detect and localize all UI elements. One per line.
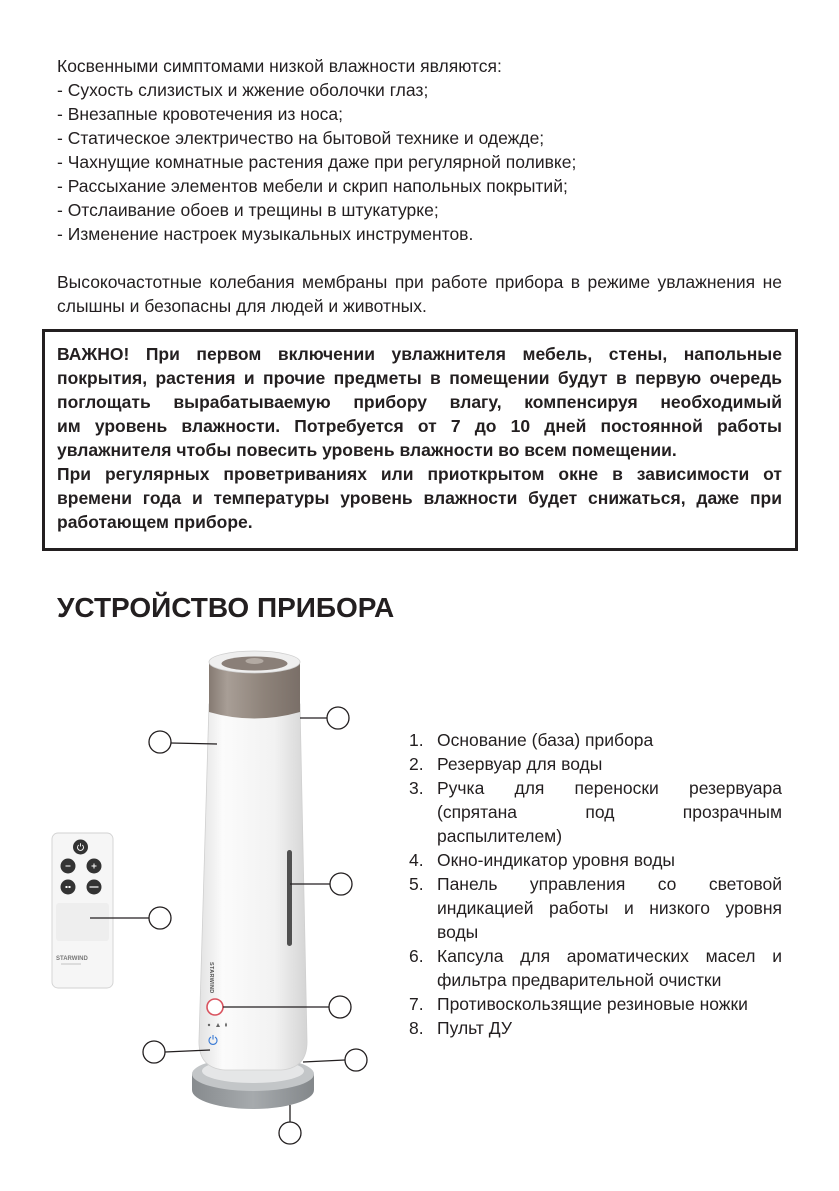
notice-line: ВАЖНО! При первом включении увлажнителя мебель, стены, напольные bbox=[57, 344, 782, 364]
function-icon bbox=[90, 886, 99, 887]
remote-plus-button bbox=[87, 859, 102, 874]
part-item bbox=[407, 1016, 782, 1040]
remote-minus-button bbox=[61, 859, 76, 874]
notice-line: покрытия, растения и прочие предметы в помещении будут в первую очередь bbox=[57, 368, 782, 388]
important-notice-box bbox=[42, 329, 798, 551]
symptoms-intro: Косвенными симптомами низкой влажности являются: bbox=[57, 56, 502, 76]
part-number: 5. bbox=[409, 874, 424, 894]
humidifier-illustration bbox=[192, 651, 314, 1109]
callout-circle bbox=[279, 1122, 301, 1144]
callout-circle bbox=[149, 731, 171, 753]
notice-paragraph bbox=[57, 462, 782, 534]
callout-spray-cap bbox=[300, 707, 349, 729]
symptom-item: - Отслаивание обоев и трещины в штукатурке; bbox=[57, 200, 439, 220]
notice-line: поглощать вырабатываемую прибору влагу, компенсируя необходимый bbox=[57, 392, 782, 412]
part-label-line: Резервуар для воды bbox=[437, 754, 603, 774]
remote-brand-label: STARWIND bbox=[56, 956, 88, 962]
panel-indicator-icon bbox=[208, 1024, 210, 1026]
part-number: 3. bbox=[409, 778, 424, 798]
callout-circle bbox=[345, 1049, 367, 1071]
part-label-line: Противоскользящие резиновые ножки bbox=[437, 994, 748, 1014]
remote-panel-recess bbox=[56, 903, 109, 941]
callout-circle bbox=[143, 1041, 165, 1063]
notice-line: времени года и температуры уровень влажности будет снижаться, даже при bbox=[57, 488, 782, 508]
part-number: 7. bbox=[409, 994, 424, 1014]
part-number: 4. bbox=[409, 850, 424, 870]
callout-circle bbox=[149, 907, 171, 929]
callout-base bbox=[303, 1049, 367, 1071]
symptom-item: - Чахнущие комнатные растения даже при регулярной поливке; bbox=[57, 152, 577, 172]
callout-tank bbox=[149, 731, 217, 753]
part-number: 2. bbox=[409, 754, 424, 774]
symptom-item: - Внезапные кровотечения из носа; bbox=[57, 104, 344, 124]
callout-leader-line bbox=[303, 1060, 345, 1062]
device-diagram bbox=[40, 640, 420, 1150]
power-ring-indicator bbox=[207, 999, 223, 1015]
spray-cap bbox=[209, 651, 300, 719]
notice-line: работающем приборе. bbox=[57, 512, 253, 532]
part-item bbox=[407, 872, 782, 944]
notice-line: увлажнителя чтобы повесить уровень влажности во всем помещении. bbox=[57, 440, 677, 460]
callout-circle bbox=[329, 996, 351, 1018]
part-label-line: Ручка для переноски резервуара bbox=[437, 778, 782, 798]
part-label-line: Пульт ДУ bbox=[437, 1018, 512, 1038]
symptom-item: - Сухость слизистых и жжение оболочки глаз; bbox=[57, 80, 429, 100]
callout-circle bbox=[327, 707, 349, 729]
part-item bbox=[407, 992, 782, 1016]
notice-line: При регулярных проветриваниях или приоткрытом окне в зависимости от bbox=[57, 464, 782, 484]
note-line: слышны и безопасны для людей и животных. bbox=[57, 296, 427, 316]
symptom-item: - Статическое электричество на бытовой технике и одежде; bbox=[57, 128, 545, 148]
symptom-item: - Рассыхание элементов мебели и скрип напольных покрытий; bbox=[57, 176, 568, 196]
part-label-line: Капсула для ароматических масел и bbox=[437, 946, 782, 966]
part-label-line: Окно-индикатор уровня воды bbox=[437, 850, 676, 870]
part-label-line: распылителем) bbox=[437, 826, 563, 846]
part-item bbox=[407, 728, 782, 752]
part-item bbox=[407, 848, 782, 872]
part-label-line: (спрятана под прозрачным bbox=[437, 802, 782, 822]
remote-tagline-mark bbox=[61, 964, 81, 965]
device-parts-list bbox=[407, 728, 782, 1040]
callout-circle bbox=[330, 873, 352, 895]
part-number: 8. bbox=[409, 1018, 424, 1038]
notice-paragraph bbox=[57, 342, 782, 462]
device-brand-label: STARWIND bbox=[208, 962, 214, 994]
note-line: Высокочастотные колебания мембраны при работе прибора в режиме увлажнения не bbox=[57, 272, 782, 292]
remote-function-button bbox=[87, 880, 102, 895]
part-label-line: фильтра предварительной очистки bbox=[437, 970, 722, 990]
part-label-line: Основание (база) прибора bbox=[437, 730, 654, 750]
section-title: УСТРОЙСТВО ПРИБОРА bbox=[57, 592, 395, 623]
remote-mode-button bbox=[61, 880, 76, 895]
part-label-line: воды bbox=[437, 922, 479, 942]
ultrasonic-note-paragraph bbox=[57, 270, 782, 318]
part-item bbox=[407, 776, 782, 848]
remote-power-button bbox=[73, 840, 88, 855]
part-item bbox=[407, 944, 782, 992]
part-number: 1. bbox=[409, 730, 424, 750]
callout-feet bbox=[279, 1105, 301, 1144]
notice-line: им уровень влажности. Потребуется от 7 до 10 дней постоянной работы bbox=[57, 416, 782, 436]
remote-control bbox=[52, 833, 113, 988]
part-number: 6. bbox=[409, 946, 424, 966]
part-label-line: Панель управления со световой bbox=[437, 874, 782, 894]
water-level-window bbox=[287, 850, 292, 946]
symptom-item: - Изменение настроек музыкальных инструментов. bbox=[57, 224, 474, 244]
symptoms-section bbox=[57, 54, 782, 246]
part-label-line: индикацией работы и низкого уровня bbox=[437, 898, 782, 918]
part-item bbox=[407, 752, 782, 776]
